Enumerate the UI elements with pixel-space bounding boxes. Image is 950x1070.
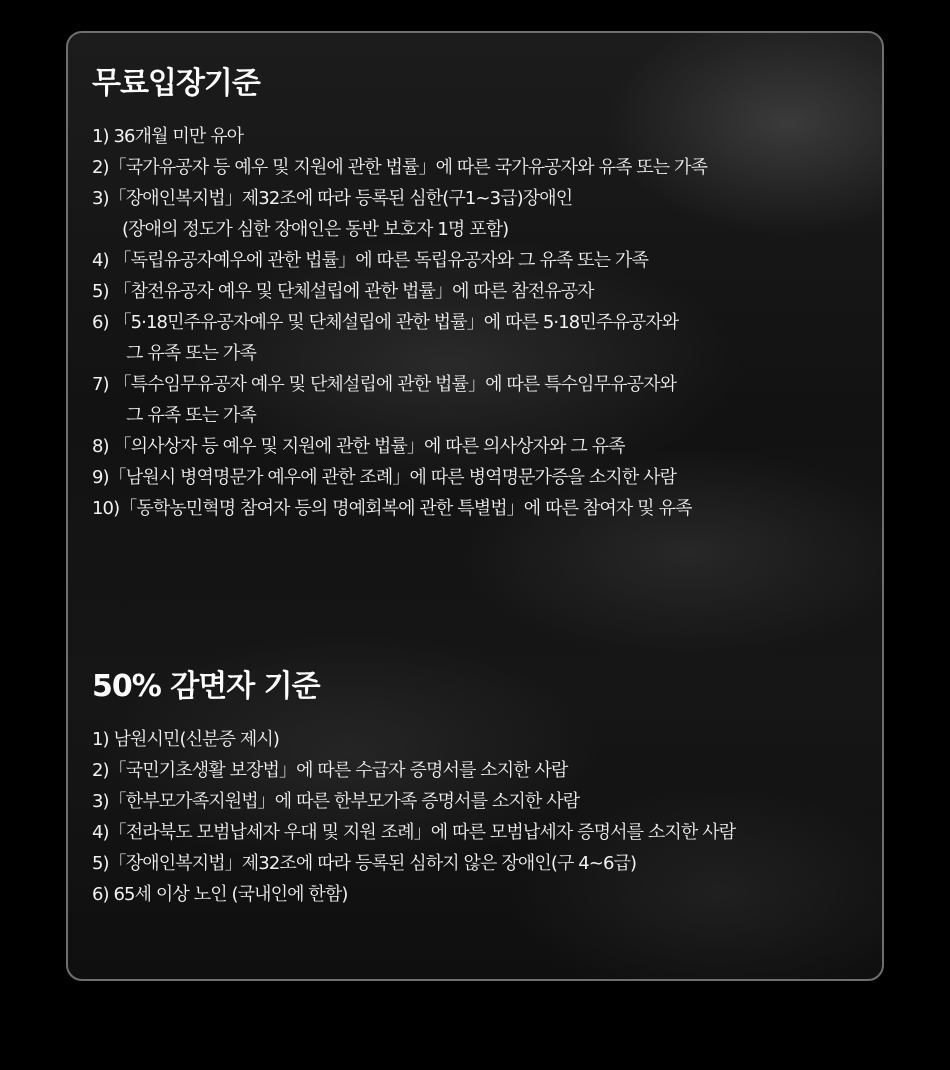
list-item-continuation: (장애의 정도가 심한 장애인은 동반 보호자 1명 포함)	[122, 219, 509, 240]
list-item-text: 9)「남원시 병역명문가 예우에 관한 조례」에 따른 병역명문가증을 소지한 사람	[92, 467, 677, 488]
list-item	[92, 121, 862, 152]
list-item-text: 1) 36개월 미만 유아	[92, 126, 244, 147]
free-admission-section	[92, 64, 862, 524]
list-item-text: 3)「장애인복지법」제32조에 따라 등록된 심한(구1~3급)장애인	[92, 188, 573, 209]
list-item	[92, 307, 862, 369]
free-admission-title: 무료입장기준	[92, 66, 260, 101]
list-item	[92, 786, 862, 817]
list-item-text: 6) 「5·18민주유공자예우 및 단체설립에 관한 법률」에 따른 5·18민주유공자와	[92, 312, 679, 333]
list-item	[92, 462, 862, 493]
list-item-continuation: 그 유족 또는 가족	[126, 405, 256, 426]
list-item-text: 4)「전라북도 모범납세자 우대 및 지원 조례」에 따른 모범납세자 증명서를 소지한 사람	[92, 822, 736, 843]
list-item-text: 2)「국가유공자 등 예우 및 지원에 관한 법률」에 따른 국가유공자와 유족 또는 가족	[92, 157, 708, 178]
list-item-continuation: 그 유족 또는 가족	[126, 343, 256, 364]
list-item	[92, 276, 862, 307]
admission-criteria-card	[66, 31, 884, 981]
list-item-text: 5) 「참전유공자 예우 및 단체설립에 관한 법률」에 따른 참전유공자	[92, 281, 594, 302]
discount-section	[92, 667, 862, 910]
list-item-text: 4) 「독립유공자예우에 관한 법률」에 따른 독립유공자와 그 유족 또는 가족	[92, 250, 648, 271]
list-item	[92, 183, 862, 245]
list-item	[92, 493, 862, 524]
discount-list	[92, 724, 862, 910]
list-item-text: 2)「국민기초생활 보장법」에 따른 수급자 증명서를 소지한 사람	[92, 760, 568, 781]
list-item	[92, 724, 862, 755]
list-item-text: 8) 「의사상자 등 예우 및 지원에 관한 법률」에 따른 의사상자와 그 유족	[92, 436, 625, 457]
list-item-text: 6) 65세 이상 노인 (국내인에 한함)	[92, 884, 348, 905]
list-item-text: 1) 남원시민(신분증 제시)	[92, 729, 279, 750]
list-item	[92, 369, 862, 431]
discount-title: 50% 감면자 기준	[92, 669, 320, 704]
list-item-text: 7) 「특수임무유공자 예우 및 단체설립에 관한 법률」에 따른 특수임무유공자와	[92, 374, 677, 395]
list-item	[92, 879, 862, 910]
list-item	[92, 245, 862, 276]
list-item-text: 5)「장애인복지법」제32조에 따라 등록된 심하지 않은 장애인(구 4~6급)	[92, 853, 637, 874]
list-item-text: 3)「한부모가족지원법」에 따른 한부모가족 증명서를 소지한 사람	[92, 791, 580, 812]
list-item	[92, 817, 862, 848]
list-item-text: 10)「동학농민혁명 참여자 등의 명예회복에 관한 특별법」에 따른 참여자 및 유족	[92, 498, 692, 519]
list-item	[92, 848, 862, 879]
free-admission-list	[92, 121, 862, 524]
list-item	[92, 152, 862, 183]
list-item	[92, 431, 862, 462]
list-item	[92, 755, 862, 786]
